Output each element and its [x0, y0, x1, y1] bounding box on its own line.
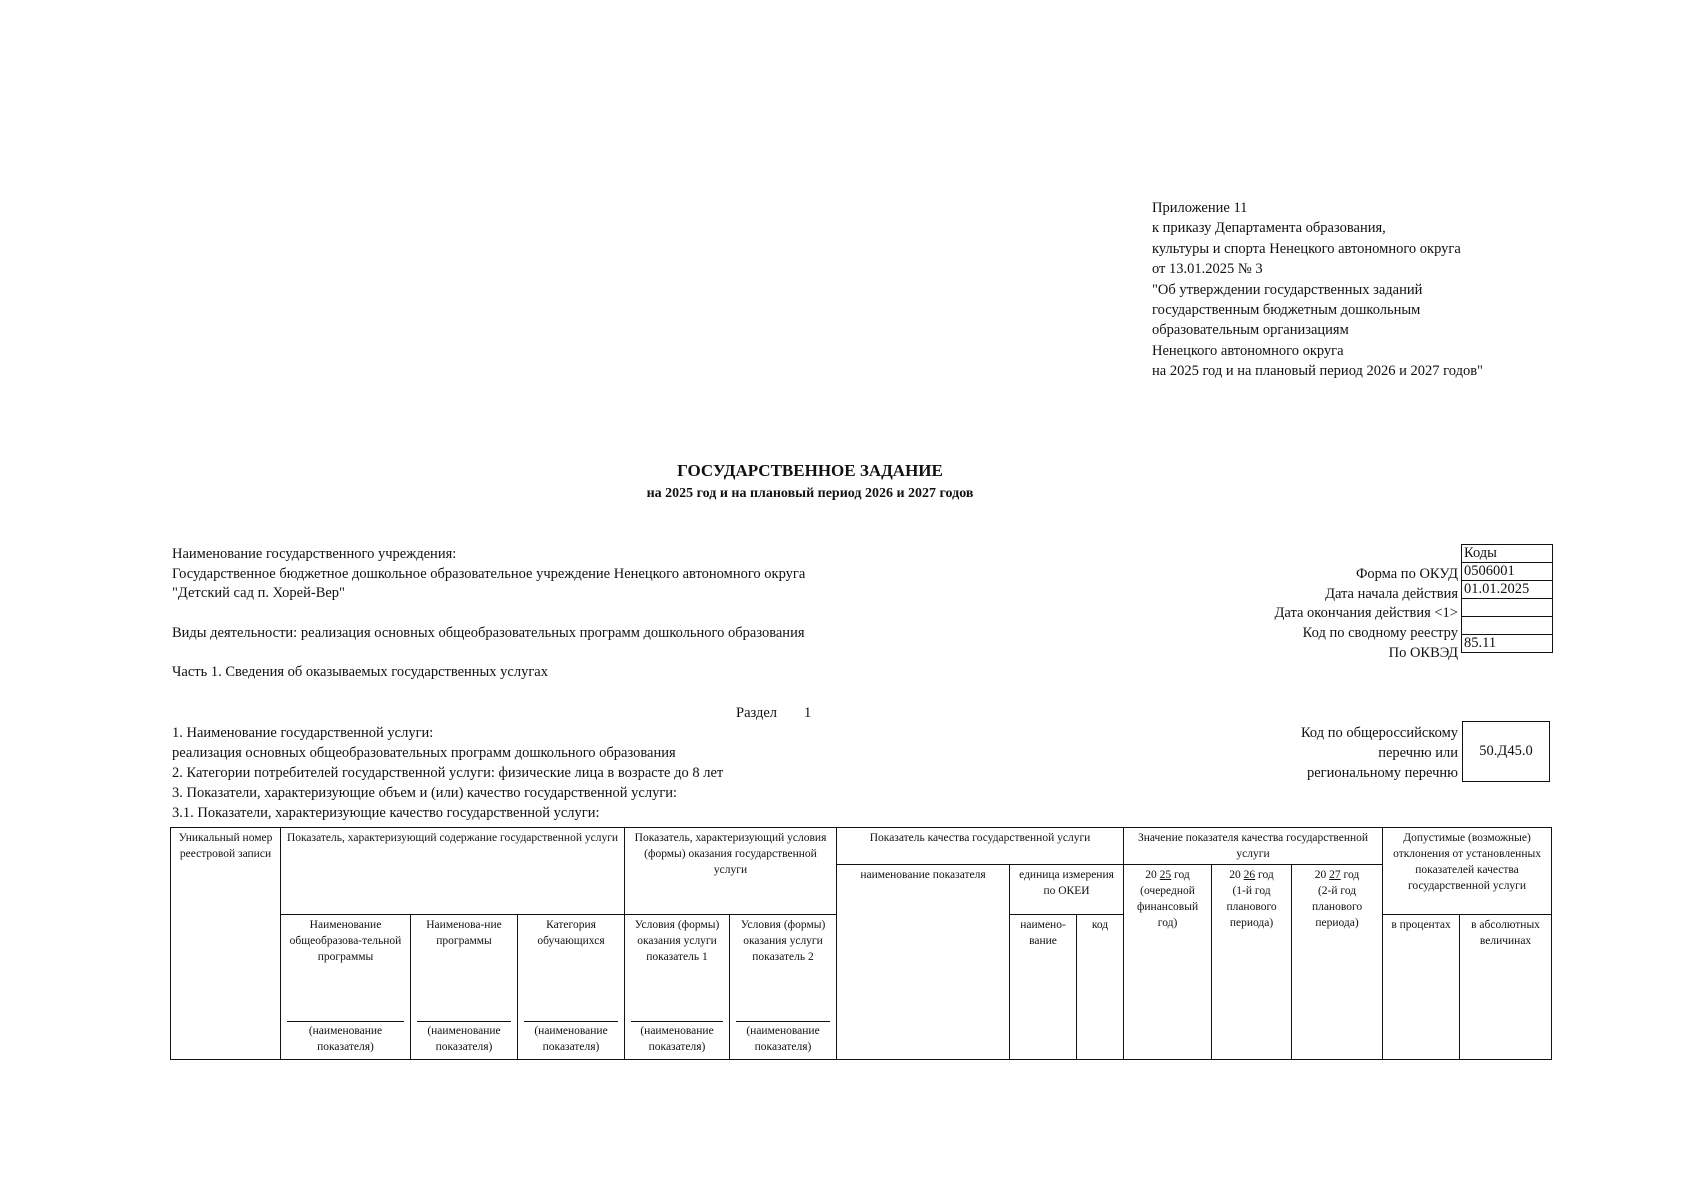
- header-registry-number: Уникальный номер реестровой записи: [171, 828, 281, 1060]
- header-quality-indicator: Показатель качества государственной услуги: [837, 828, 1124, 865]
- header-quality-name: наименование показателя: [837, 865, 1010, 1060]
- year-2-note: (1-й год планового периода): [1226, 885, 1277, 929]
- annex-line: Ненецкого автономного округа: [1152, 342, 1344, 359]
- service-name-label: 1. Наименование государственной услуги:: [172, 725, 434, 741]
- code-value-registry: [1462, 617, 1553, 635]
- year-3-value: 27: [1329, 869, 1341, 881]
- annex-line: Приложение 11: [1152, 200, 1248, 216]
- indicator-name-text: (наименование показателя): [417, 1021, 511, 1055]
- subheader-deviation-percent: в процентах: [1383, 915, 1460, 1060]
- subheader-deviation-absolute: в абсолютных величинах: [1460, 915, 1552, 1060]
- subheader-unit-name: наимено-вание: [1010, 915, 1077, 1060]
- section-label: Раздел: [736, 705, 778, 721]
- header-conditions-indicator: Показатель, характеризующий условия (формы) оказания государственной услуги: [625, 828, 837, 915]
- code-label-okud: Форма по ОКУД: [1355, 566, 1458, 582]
- year-prefix: 20: [1229, 869, 1241, 881]
- subheader-unit-code: код: [1077, 915, 1124, 1060]
- annex-line: "Об утверждении государственных заданий: [1152, 281, 1423, 298]
- year-3-note: (2-й год планового периода): [1311, 885, 1363, 929]
- year-suffix: год: [1343, 869, 1360, 881]
- indicator-name-cell: [730, 1019, 837, 1060]
- year-prefix: 20: [1145, 869, 1157, 881]
- annex-line: на 2025 год и на плановый период 2026 и 2027 годов": [1152, 363, 1483, 380]
- indicator-name-text: (наименование показателя): [631, 1021, 723, 1055]
- indicator-name-text: (наименование показателя): [287, 1021, 404, 1055]
- list-code-label-line2: перечню или: [1378, 745, 1458, 761]
- codes-table: [1461, 544, 1553, 653]
- code-value-end-date: [1462, 599, 1553, 617]
- indicator-name-cell: [625, 1019, 730, 1060]
- code-value-start-date: 01.01.2025: [1462, 581, 1553, 599]
- service-name: реализация основных общеобразовательных программ дошкольного образования: [172, 745, 676, 761]
- year-2-value: 26: [1243, 869, 1256, 881]
- indicator-name-cell: [281, 1019, 411, 1060]
- quality-indicators-table: [170, 827, 1552, 1060]
- list-code-label-line1: Код по общероссийскому: [1300, 725, 1458, 741]
- annex-line: государственным бюджетным дошкольным: [1152, 302, 1421, 319]
- activity-type: Виды деятельности: реализация основных общеобразовательных программ дошкольного образования: [172, 625, 805, 641]
- indicator-name-text: (наименование показателя): [524, 1021, 618, 1055]
- code-label-registry: Код по сводному реестру: [1302, 625, 1458, 641]
- subheader-program: Наименова-ние программы: [411, 915, 518, 1020]
- code-label-start-date: Дата начала действия: [1325, 586, 1458, 602]
- code-label-end-date: Дата окончания действия <1>: [1274, 605, 1458, 621]
- annex-line: культуры и спорта Ненецкого автономного округа: [1152, 240, 1461, 257]
- institution-name-line2: "Детский сад п. Хорей-Вер": [172, 585, 345, 601]
- code-value-okud: 0506001: [1462, 563, 1553, 581]
- indicator-name-cell: [518, 1019, 625, 1060]
- header-year-3: [1292, 865, 1383, 1060]
- document-subtitle: на 2025 год и на плановый период 2026 и 2027 годов: [646, 486, 974, 501]
- annex-block: [1152, 198, 1483, 382]
- code-label-okved: По ОКВЭД: [1388, 645, 1458, 661]
- subheader-category: Категория обучающихся: [518, 915, 625, 1020]
- list-code-value: 50.Д45.0: [1462, 721, 1550, 782]
- annex-line: образовательным организациям: [1152, 322, 1349, 339]
- part-heading: Часть 1. Сведения об оказываемых государственных услугах: [172, 664, 548, 680]
- document-title: ГОСУДАРСТВЕННОЕ ЗАДАНИЕ: [677, 461, 943, 480]
- subheader-condition-1: Условия (формы) оказания услуги показатель 1: [625, 915, 730, 1020]
- code-value-okved: 85.11: [1462, 635, 1553, 653]
- header-year-1: [1124, 865, 1212, 1060]
- list-code-label-line3: региональному перечню: [1306, 765, 1458, 781]
- institution-label: Наименование государственного учреждения:: [172, 546, 457, 562]
- year-prefix: 20: [1314, 869, 1327, 881]
- annex-line: от 13.01.2025 № 3: [1152, 261, 1263, 278]
- year-suffix: год: [1174, 869, 1190, 881]
- codes-header: Коды: [1462, 545, 1553, 563]
- year-1-value: 25: [1159, 869, 1172, 881]
- section-number: 1: [804, 705, 812, 721]
- header-year-2: [1212, 865, 1292, 1060]
- indicator-name-text: (наименование показателя): [736, 1021, 830, 1055]
- quality-indicators-heading: 3.1. Показатели, характеризующие качество государственной услуги:: [172, 805, 600, 821]
- subheader-program-name: Наименование общеобразова-тельной программы: [281, 915, 411, 1020]
- header-quality-unit: единица измерения по ОКЕИ: [1010, 865, 1124, 915]
- subheader-condition-2: Условия (формы) оказания услуги показатель 2: [730, 915, 837, 1020]
- year-suffix: год: [1258, 869, 1274, 881]
- year-1-note: (очередной финансовый год): [1136, 885, 1199, 929]
- header-allowed-deviation: Допустимые (возможные) отклонения от установленных показателей качества государственной услуги: [1383, 828, 1552, 915]
- indicators-heading: 3. Показатели, характеризующие объем и (или) качество государственной услуги:: [172, 785, 678, 801]
- annex-line: к приказу Департамента образования,: [1152, 220, 1386, 237]
- consumer-categories: 2. Категории потребителей государственной услуги: физические лица в возрасте до 8 лет: [172, 765, 724, 781]
- header-content-indicator: Показатель, характеризующий содержание государственной услуги: [281, 828, 625, 915]
- header-quality-value: Значение показателя качества государственной услуги: [1124, 828, 1383, 865]
- indicator-name-cell: [411, 1019, 518, 1060]
- institution-name-line1: Государственное бюджетное дошкольное образовательное учреждение Ненецкого автономного округа: [172, 566, 806, 582]
